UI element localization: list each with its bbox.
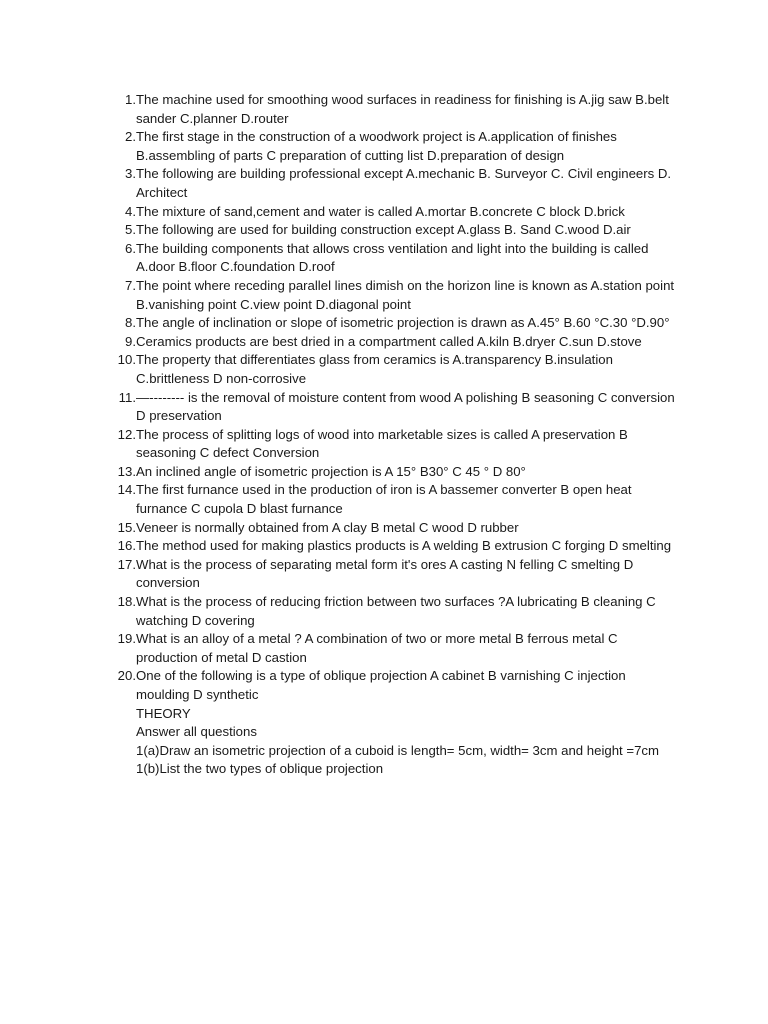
question-number: 9. bbox=[125, 333, 136, 349]
question-text: One of the following is a type of oblique projection A cabinet B varnishing C injection moulding D synthetic bbox=[136, 668, 626, 702]
question-number: 10. bbox=[117, 352, 136, 368]
question-number: 19. bbox=[117, 631, 136, 647]
question-item bbox=[112, 481, 678, 518]
question-number: 13. bbox=[117, 463, 136, 479]
question-number: 11. bbox=[118, 389, 136, 405]
question-number: 2. bbox=[125, 129, 136, 145]
question-text: The property that differentiates glass from ceramics is A.transparency B.insulation C.brittleness D non-corrosive bbox=[136, 352, 613, 386]
question-item bbox=[112, 91, 678, 128]
question-number: 12. bbox=[117, 426, 136, 442]
question-number: 5. bbox=[125, 222, 136, 238]
question-text: The first furnance used in the production of iron is A bassemer converter B open heat furnance C cupola D blast furnance bbox=[136, 482, 632, 517]
question-item bbox=[112, 630, 678, 667]
question-text: —-------- is the removal of moisture content from wood A polishing B seasoning C conversion D preservation bbox=[136, 389, 675, 424]
question-item bbox=[112, 519, 678, 538]
question-number: 3. bbox=[125, 166, 136, 182]
question-text: The process of splitting logs of wood into marketable sizes is called A preservation B seasoning C defect Conversion bbox=[136, 426, 628, 461]
question-number: 15. bbox=[117, 519, 136, 535]
question-item bbox=[112, 277, 678, 314]
question-item bbox=[112, 389, 678, 426]
question-item bbox=[112, 221, 678, 240]
question-item bbox=[112, 667, 678, 704]
question-item bbox=[112, 128, 678, 165]
question-text: The following are building professional except A.mechanic B. Surveyor C. Civil engineers D. Architect bbox=[136, 166, 672, 200]
question-item bbox=[112, 556, 678, 593]
question-text: The point where receding parallel lines dimish on the horizon line is known as A.station point B.vanishing point C.view point D.diagonal point bbox=[136, 277, 675, 312]
question-number: 16. bbox=[117, 538, 136, 554]
question-number: 1. bbox=[125, 92, 136, 107]
question-text: The mixture of sand,cement and water is called A.mortar B.concrete C block D.brick bbox=[136, 203, 625, 219]
question-number: 4. bbox=[125, 203, 136, 219]
question-text: The building components that allows cross ventilation and light into the building is called A.door B.floor C.foundation D.roof bbox=[136, 240, 649, 275]
question-number: 7. bbox=[125, 277, 136, 293]
question-text: The angle of inclination or slope of isometric projection is drawn as A.45° B.60 °C.30 °D.90° bbox=[136, 315, 670, 331]
question-text: What is an alloy of a metal ? A combination of two or more metal B ferrous metal C production of metal D castion bbox=[136, 631, 618, 665]
question-item bbox=[112, 165, 678, 202]
question-item bbox=[112, 426, 678, 463]
question-list bbox=[112, 91, 678, 705]
theory-instruction: Answer all questions bbox=[136, 724, 257, 740]
question-text: Veneer is normally obtained from A clay B metal C wood D rubber bbox=[136, 519, 519, 535]
question-text: The machine used for smoothing wood surfaces in readiness for finishing is A.jig saw B.belt sander C.planner D.router bbox=[136, 92, 669, 126]
question-item bbox=[112, 351, 678, 388]
question-number: 6. bbox=[125, 240, 136, 256]
question-item bbox=[112, 537, 678, 556]
question-number: 18. bbox=[117, 594, 136, 610]
question-item bbox=[112, 203, 678, 222]
question-item bbox=[112, 314, 678, 333]
theory-heading-row bbox=[112, 705, 678, 724]
question-text: The method used for making plastics products is A welding B extrusion C forging D smelting bbox=[136, 538, 672, 554]
question-text: Ceramics products are best dried in a compartment called A.kiln B.dryer C.sun D.stove bbox=[136, 333, 642, 349]
theory-question-1b-row bbox=[112, 760, 678, 779]
question-item bbox=[112, 240, 678, 277]
question-text: What is the process of separating metal form it's ores A casting N felling C smelting D conversion bbox=[136, 556, 634, 591]
theory-question-1a: 1(a)Draw an isometric projection of a cuboid is length= 5cm, width= 3cm and height =7cm bbox=[136, 742, 659, 758]
question-number: 20. bbox=[117, 668, 136, 684]
question-item bbox=[112, 463, 678, 482]
question-item bbox=[112, 593, 678, 630]
theory-instruction-row bbox=[112, 723, 678, 742]
question-number: 17. bbox=[117, 556, 136, 572]
question-text: What is the process of reducing friction between two surfaces ?A lubricating B cleaning C watching D covering bbox=[136, 594, 656, 628]
theory-heading: THEORY bbox=[136, 705, 191, 721]
question-item bbox=[112, 333, 678, 352]
question-text: The following are used for building construction except A.glass B. Sand C.wood D.air bbox=[136, 222, 631, 238]
question-number: 14. bbox=[117, 482, 136, 498]
document-content bbox=[112, 91, 678, 779]
question-number: 8. bbox=[125, 315, 136, 331]
theory-section bbox=[112, 705, 678, 779]
question-text: An inclined angle of isometric projection is A 15° B30° C 45 ° D 80° bbox=[136, 463, 526, 479]
theory-question-1a-row bbox=[112, 742, 678, 761]
question-text: The first stage in the construction of a woodwork project is A.application of finishes B.assembling of parts C preparation of cutting list D.preparation of design bbox=[136, 129, 617, 163]
theory-question-1b: 1(b)List the two types of oblique projection bbox=[136, 761, 384, 777]
